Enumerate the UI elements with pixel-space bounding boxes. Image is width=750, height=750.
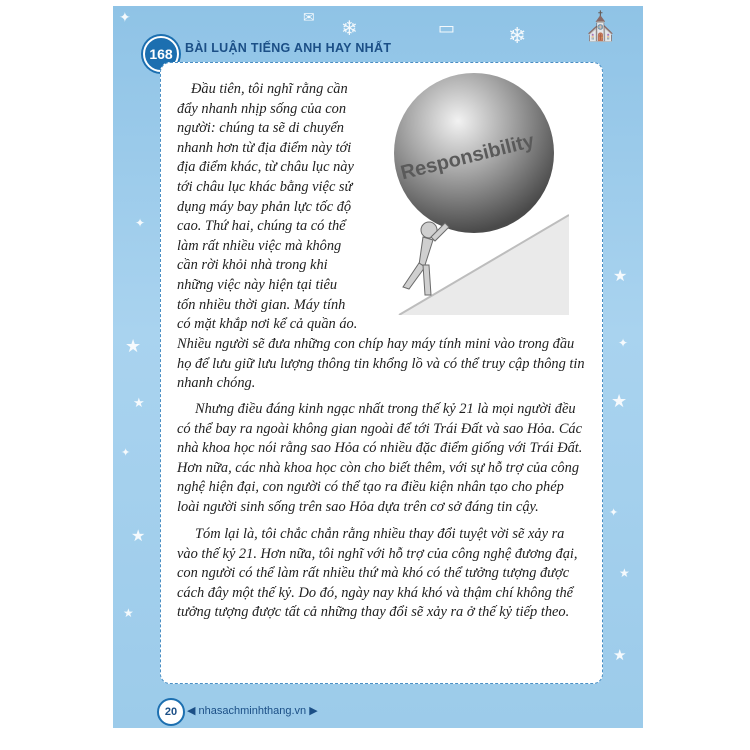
star-icon: ✦ (121, 446, 131, 459)
star-icon: ★ (613, 266, 628, 285)
text-line: cần rời khỏi nhà trong khi (177, 257, 328, 274)
text-line: làm rất nhiều việc mà không (177, 237, 342, 254)
star-icon: ★ (133, 396, 145, 411)
book-number-badge: 168 (143, 36, 179, 72)
text-line: có mặt khắp nơi kể cả quần áo. (177, 316, 358, 333)
star-icon: ★ (123, 606, 134, 620)
text-line: người: chúng ta sẽ di chuyển (177, 120, 344, 137)
wrapped-lines (177, 80, 417, 335)
publisher-site: ◀ nhasachminhthang.vn ▶ (187, 705, 318, 717)
paragraph-2: Nhưng điều đáng kinh ngạc nhất trong thế kỷ 21 là mọi người đều có thể bay ra ngoài không gian ngoài để tới Trái Đất và sao Hỏa. Các nhà khoa học nói rằng sao Hỏa có nhiều đặc điểm giống với Trái Đất. Hơn nữa, các nhà khoa học còn cho biết thêm, với sự hỗ trợ của công nghệ hiện đại, con người có thể tạo ra điều kiện nhân tạo cho phép loài người sinh sống trên sao Hỏa dựa trên cơ sở đáng tin cậy. (177, 401, 583, 515)
star-icon: ✦ (609, 506, 619, 519)
snowflake-icon: ❄ (341, 16, 358, 40)
page-number: 20 (157, 698, 185, 726)
star-icon: ★ (611, 391, 628, 412)
snowflake-icon: ❄ (508, 24, 527, 49)
text-line: cao. Thứ hai, chúng ta có thể (177, 218, 346, 235)
text-line: tốn nhiều thời gian. Máy tính (177, 296, 346, 313)
snowflake-icon: ✉ (303, 10, 315, 26)
star-icon: ★ (131, 526, 146, 545)
text-line: Đầu tiên, tôi nghĩ rằng cần (191, 81, 348, 97)
paragraph-1-continuation: Nhiều người sẽ đưa những con chíp hay máy tính mini vào trong đầu họ để lưu giữ lưu lượng thông tin khổng lồ và có thể truy cập thông tin nhanh chóng. (177, 336, 585, 392)
site-label: nhasachminhthang.vn (198, 705, 307, 717)
star-icon: ★ (613, 646, 627, 664)
paragraph-3: Tóm lại là, tôi chắc chắn rằng nhiều thay đổi tuyệt vời sẽ xảy ra vào thế kỷ 21. Hơn nữa, tôi nghĩ với hỗ trợ của công nghệ đương đại, con người có thể làm rất nhiều thứ mà khó có thể tưởng tượng được cách đây một thế kỷ. Do đó, ngày nay khá khó và thậm chí không thể tưởng tượng được tất cả những thay đổi sẽ xảy ra ở thế kỷ tiếp theo. (177, 526, 578, 621)
book-page (113, 6, 643, 728)
star-icon: ✦ (119, 10, 131, 26)
star-icon: ✦ (618, 336, 629, 350)
text-line: tới châu lục khác bằng việc sử (177, 178, 353, 195)
ball-text: Responsibility (398, 129, 537, 185)
text-line: những việc này hiện tại tiêu (177, 276, 338, 293)
star-icon: ★ (125, 336, 142, 357)
text-line: dụng máy bay phản lực tốc độ (177, 198, 352, 215)
text-line: nhanh hơn từ địa điểm này tới (177, 139, 352, 156)
star-icon: ✦ (135, 216, 146, 230)
text-line: địa điểm khác, từ châu lục này (177, 159, 354, 176)
book-title: BÀI LUẬN TIẾNG ANH HAY NHẤT (185, 41, 392, 55)
content-card (160, 62, 603, 684)
text-line: đẩy nhanh nhịp sống của con (177, 100, 347, 117)
star-icon: ★ (619, 566, 630, 580)
briefcase-icon: ▭ (438, 18, 456, 39)
tower-icon: ⛪ (583, 10, 618, 43)
